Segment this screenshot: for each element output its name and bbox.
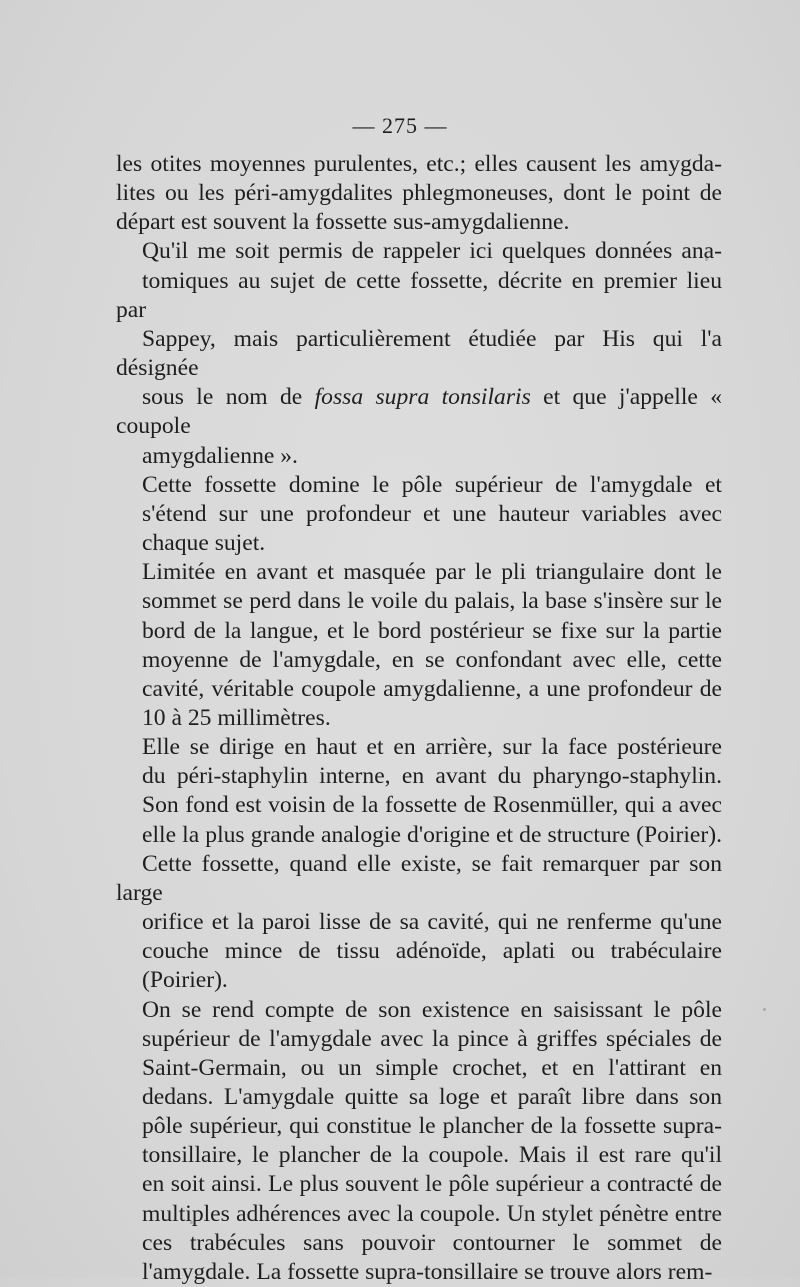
text-line: Qu'il me soit permis de rappeler ici quelques données ana- [142,238,722,265]
paper-speck [705,258,708,261]
text-line: (Poirier). [142,967,228,994]
paper-speck [190,1221,193,1224]
text-line: orifice et la paroi lisse de sa cavité, qui ne renferme qu'une [142,909,722,936]
text-line: sommet se perd dans le voile du palais, la base s'insère sur le [142,588,722,615]
text-line: On se rend compte de son existence en saisissant le pôle [142,996,722,1023]
body-text [116,150,722,1287]
text-line: moyenne de l'amygdale, en se confondant avec elle, cette [142,646,722,673]
text-line: cavité, véritable coupole amygdalienne, a une profondeur de [142,675,722,702]
text-line: elle la plus grande analogie d'origine et de structure (Poirier). [142,821,722,848]
text-line: chaque sujet. [142,530,266,557]
text-line: Limitée en avant et masquée par le pli triangulaire dont le [142,559,722,586]
text-line: multiples adhérences avec la coupole. Un stylet pénètre entre [142,1200,722,1227]
paragraph [116,733,722,995]
text-line: pôle supérieur, qui constitue le plancher de la fossette supra- [142,1113,722,1140]
text-line: ces trabécules sans pouvoir contourner le sommet de [142,1229,722,1256]
text-line: Saint-Germain, ou un simple crochet, et en l'attirant en [142,1054,722,1081]
text-line: départ est souvent la fossette sus-amygdalienne. [116,209,570,236]
paragraph [116,558,722,733]
text-line: en soit ainsi. Le plus souvent le pôle supérieur a contracté de [142,1171,722,1198]
text-line: Sappey, mais particulièrement étudiée par His qui l'a désignée [116,325,722,382]
paragraph [116,237,722,470]
text-line: du péri-staphylin interne, en avant du pharyngo-staphylin. [142,763,722,790]
paragraph [116,150,722,237]
text-line: les otites moyennes purulentes, etc.; elles causent les amygda- [116,151,722,177]
text-line: tonsillaire, le plancher de la coupole. Mais il est rare qu'il [142,1142,722,1169]
text-line: l'amygdale. La fossette supra-tonsillaire se trouve alors rem- [142,1258,713,1285]
text-line: lites ou les péri-amygdalites phlegmoneuses, dont le point de [116,180,722,207]
text-line: Cette fossette, quand elle existe, se fait remarquer par son large [116,850,722,906]
paper-speck [763,1008,766,1011]
text-line: sous le nom de fossa supra tonsilaris et que j'appelle « coupole [116,384,722,440]
text-line: bord de la langue, et le bord postérieur se fixe sur la partie [142,617,722,644]
paragraph [116,471,722,558]
text-line: 10 à 25 millimètres. [142,704,331,731]
paragraph [116,996,722,1287]
text-line: couche mince de tissu adénoïde, aplati ou trabéculaire [142,938,722,965]
page-number: — 275 — [352,113,448,138]
text-line: amygdalienne ». [142,442,298,469]
text-line: s'étend sur une profondeur et une hauteur variables avec [142,500,722,527]
text-line: Son fond est voisin de la fossette de Rosenmüller, qui a avec [142,792,722,819]
text-line: supérieur de l'amygdale avec la pince à griffes spéciales de [142,1025,722,1052]
text-line: dedans. L'amygdale quitte sa loge et paraît libre dans son [142,1084,722,1110]
text-line: Cette fossette domine le pôle supérieur de l'amygdale et [142,471,722,498]
italic-term: fossa supra tonsilaris [314,384,531,411]
text-line: Elle se dirige en haut et en arrière, sur la face postérieure [142,734,722,761]
text-line: tomiques au sujet de cette fossette, décrite en premier lieu par [116,267,722,323]
